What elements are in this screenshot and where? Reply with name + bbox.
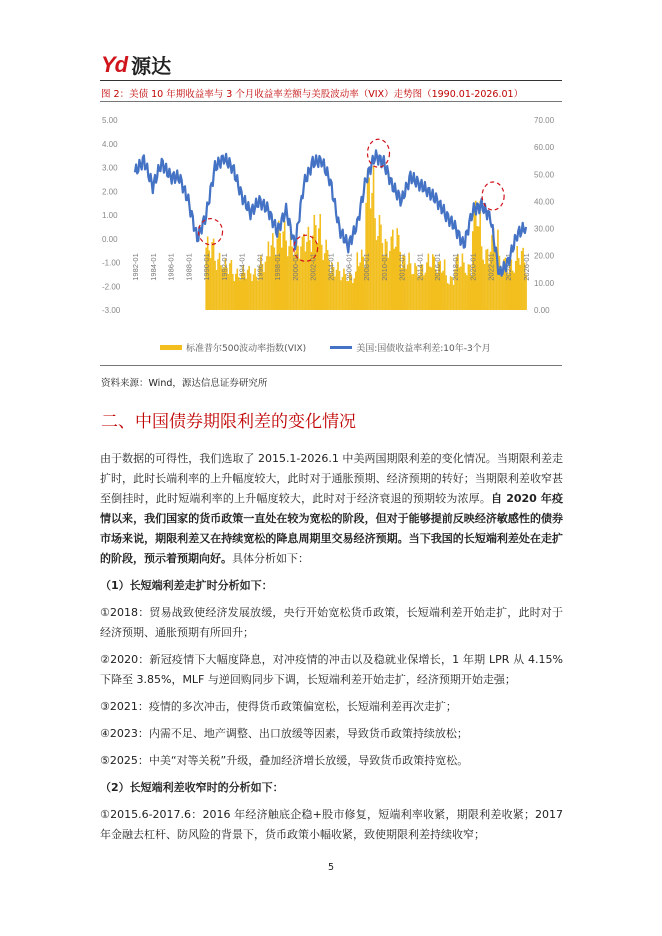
- intro-tail-text: 具体分析如下：: [232, 552, 309, 565]
- left-axis-tick-label: 5.00: [102, 116, 118, 125]
- vix-bar: [482, 260, 484, 310]
- section-title: 二、中国债券期限利差的变化情况: [101, 412, 356, 432]
- x-axis-tick-label: 2004-01: [326, 253, 336, 281]
- vix-bar: [288, 246, 290, 310]
- x-axis-tick-label: 2016-01: [433, 253, 443, 281]
- vix-bar: [460, 266, 462, 310]
- vix-bar: [234, 281, 236, 310]
- vix-bar: [447, 283, 449, 310]
- vix-bar: [478, 226, 480, 310]
- vix-bar: [429, 267, 431, 310]
- vix-bar: [214, 261, 216, 310]
- right-axis-tick-label: 70.00: [534, 116, 555, 125]
- list-item: ④2023：内需不足、地产调整、出口放缓等因素，导致货币政策持续放松；: [100, 727, 468, 740]
- vix-bar: [248, 266, 250, 310]
- x-axis-tick-label: 1992-01: [219, 253, 229, 281]
- x-axis-tick-label: 2022-01: [486, 253, 496, 281]
- vix-bar: [502, 271, 504, 310]
- vix-bar: [337, 262, 339, 310]
- vix-bar: [266, 256, 268, 310]
- vix-bar: [339, 271, 341, 310]
- vix-bar: [352, 283, 354, 310]
- right-axis-tick-label: 0.00: [534, 306, 550, 315]
- company-logo: [101, 50, 171, 79]
- paragraph-intro: [100, 449, 563, 569]
- vix-bar: [374, 218, 376, 310]
- vix-bar: [444, 259, 446, 310]
- right-axis-tick-label: 40.00: [534, 197, 555, 207]
- vix-bar: [395, 247, 397, 310]
- vix-bar: [322, 260, 324, 310]
- x-axis-tick-label: 2014-01: [415, 253, 425, 281]
- vix-bar: [410, 263, 412, 310]
- vix-bar: [519, 265, 521, 310]
- vix-bar: [306, 242, 308, 310]
- vix-bar: [340, 280, 342, 310]
- vix-bar: [282, 231, 284, 310]
- subheading-widening: （1）长短端利差走扩时分析如下：: [100, 579, 273, 592]
- vix-bar: [271, 245, 273, 310]
- x-axis-tick-label: 2002-01: [308, 253, 318, 281]
- vix-bar: [251, 281, 253, 310]
- vix-bar: [411, 274, 413, 310]
- body-text: [100, 449, 563, 845]
- legend-swatch-vix: [160, 345, 182, 350]
- vix-bar: [428, 254, 430, 310]
- left-axis-tick-label: -2.00: [102, 282, 121, 292]
- vix-bar: [213, 239, 215, 310]
- vix-bar: [431, 267, 433, 310]
- vix-bar: [465, 273, 467, 310]
- vix-bar: [442, 271, 444, 310]
- left-axis-tick-label: 3.00: [102, 163, 118, 173]
- x-axis-tick-label: 2024-01: [504, 253, 514, 281]
- intro-bold-text: 自 2020 年疫情以来，我们国家的货币政策一直处在较为宽松的阶段，但对于能够提前反映经济敏感性的债券市场来说，期限利差又在持续宽松的降息周期里交易经济预期。当下我国的长短端利差处在走扩的阶段，预示着预期向好。: [100, 492, 563, 565]
- vix-bar: [239, 280, 241, 310]
- left-axis-tick-label: 2.00: [102, 187, 118, 197]
- x-axis-tick-label: 2026-01: [522, 253, 531, 281]
- legend-label-spread: 美国:国债收益率利差:10年-3个月: [356, 344, 491, 354]
- vix-bar: [516, 246, 518, 310]
- figure-source: 资料来源：Wind，源达信息证券研究所: [101, 378, 268, 389]
- vix-bar: [451, 277, 453, 310]
- vix-bar: [346, 281, 348, 310]
- figure-title: 图 2：美债 10 年期收益率与 3 个月收益率差额与美股波动率（VIX）走势图（1990.01-2026.01）: [101, 89, 524, 100]
- vix-bar: [515, 261, 517, 310]
- x-axis-tick-label: 1984-01: [148, 253, 158, 281]
- x-axis-tick-label: 1990-01: [202, 253, 212, 281]
- x-axis-tick-label: 2000-01: [290, 253, 300, 281]
- vix-bar: [391, 237, 393, 310]
- vix-bar: [321, 245, 323, 310]
- vix-bar: [463, 262, 465, 310]
- chart-legend: [160, 341, 560, 354]
- vix-bar: [257, 280, 259, 310]
- vix-bar: [355, 272, 357, 310]
- x-axis-tick-label: 1986-01: [166, 253, 176, 281]
- vix-bar: [265, 262, 267, 310]
- vix-bar: [408, 253, 410, 310]
- vix-bar: [518, 258, 520, 310]
- vix-bar: [229, 263, 231, 310]
- vix-bar: [368, 178, 370, 310]
- intro-text: 由于数据的可得性，我们选取了 2015.1-2026.1 中美两国期限利差的变化情况。当期限利差走扩时，此时长端利率的上升幅度较大，此时对于通胀预期、经济预期的转好；当期限利差收窄甚至倒挂时，此时短端利率的上升幅度较大，此时对于经济衰退的预期较为浓厚。: [100, 452, 563, 505]
- logo-mark: Yd: [101, 51, 128, 77]
- left-axis-tick-label: -1.00: [102, 258, 121, 268]
- x-axis-tick-label: 1994-01: [237, 253, 247, 281]
- logo-text: 源达: [131, 54, 172, 78]
- list-item: ①2018：贸易战致使经济发展放缓，央行开始宽松货币政策，长短端利差开始走扩，此时对于经济预期、通胀预期有所回升；: [100, 606, 563, 639]
- x-axis-tick-label: 1982-01: [131, 253, 140, 281]
- vix-bar: [407, 265, 409, 310]
- vix-bar: [318, 228, 320, 310]
- legend-swatch-spread: [330, 346, 352, 349]
- vix-bar: [231, 260, 233, 310]
- vix-bar: [285, 241, 287, 310]
- vix-bar: [348, 281, 350, 310]
- vix-bar: [376, 240, 378, 310]
- vix-bar: [303, 234, 305, 310]
- x-axis-tick-label: 2006-01: [344, 253, 354, 281]
- vix-bar: [245, 279, 247, 310]
- vix-bar: [392, 230, 394, 310]
- right-axis-tick-label: 50.00: [534, 170, 555, 180]
- vix-bar: [426, 262, 428, 310]
- vix-bar: [466, 275, 468, 310]
- subheading-narrowing: （2）长短端利差收窄时的分析如下：: [100, 781, 284, 794]
- vix-bar: [216, 270, 218, 310]
- legend-item-vix: [160, 341, 306, 354]
- vix-bar: [305, 251, 307, 310]
- x-axis-tick-label: 1988-01: [184, 253, 194, 281]
- figure-title-divider: [100, 101, 562, 102]
- list-item: ②2020：新冠疫情下大幅度降息，对冲疫情的冲击以及稳就业保增长，1 年期 LPR 从 4.15%下降至 3.85%，MLF 与逆回购同步下调，长短端利差开始走扩，经济预期开始走强；: [100, 653, 563, 686]
- vix-bar: [389, 251, 391, 310]
- right-axis-tick-label: 60.00: [534, 143, 555, 153]
- x-axis-tick-label: 2020-01: [468, 253, 478, 281]
- vix-bar: [253, 274, 255, 310]
- vix-bar: [336, 270, 338, 310]
- right-axis-tick-label: 20.00: [534, 251, 555, 261]
- vix-bar: [268, 241, 270, 310]
- chart-svg: [100, 104, 562, 340]
- x-axis-tick-label: 1998-01: [273, 253, 283, 281]
- header-divider: [100, 80, 562, 81]
- vix-bar: [211, 242, 213, 310]
- vix-bar: [232, 274, 234, 310]
- vix-bar: [377, 236, 379, 310]
- vix-bar: [284, 221, 286, 310]
- vix-bar: [448, 284, 450, 310]
- spread-vix-chart: [100, 104, 562, 340]
- x-axis-tick-label: 2010-01: [379, 253, 389, 281]
- left-axis-tick-label: 4.00: [102, 139, 118, 149]
- vix-bar: [217, 259, 219, 310]
- left-axis-tick-label: 1.00: [102, 211, 118, 220]
- vix-bar: [324, 253, 326, 310]
- vix-bar: [367, 170, 369, 310]
- highlight-circle: [482, 182, 504, 210]
- vix-bar: [353, 278, 355, 310]
- right-axis-tick-label: 10.00: [534, 278, 555, 288]
- x-axis-tick-label: 1996-01: [255, 253, 265, 281]
- x-axis-tick-label: 2008-01: [362, 253, 372, 281]
- vix-bar: [300, 246, 302, 310]
- vix-bar: [481, 246, 483, 310]
- vix-bar: [513, 273, 515, 310]
- vix-bar: [462, 254, 464, 310]
- left-axis-tick-label: 0.00: [102, 234, 118, 244]
- page-number: 5: [327, 862, 335, 873]
- vix-bar: [484, 264, 486, 310]
- source-divider: [100, 365, 562, 366]
- x-axis-tick-label: 2012-01: [397, 253, 407, 281]
- vix-bar: [425, 273, 427, 310]
- legend-label-vix: 标准普尔500波动率指数(VIX): [186, 344, 307, 354]
- vix-bar: [356, 252, 358, 310]
- vix-bar: [302, 237, 304, 310]
- vix-bar: [319, 214, 321, 310]
- vix-bar: [371, 193, 373, 310]
- vix-bar: [453, 285, 455, 310]
- x-axis-tick-label: 2018-01: [450, 253, 460, 281]
- vix-bar: [250, 273, 252, 310]
- vix-bar: [342, 277, 344, 310]
- vix-bar: [479, 201, 481, 310]
- vix-bar: [393, 249, 395, 310]
- left-axis-tick-label: -3.00: [102, 306, 121, 315]
- vix-bar: [269, 256, 271, 310]
- list-item: ①2015.6-2017.6：2016 年经济触底企稳+股市修复，短端利率收紧，期限利差收紧；2017 年金融去杠杆、防风险的背景下，货币政策小幅收紧，致使期限利差持续收窄；: [100, 808, 563, 841]
- vix-bar: [445, 275, 447, 310]
- vix-bar: [287, 256, 289, 310]
- list-item: ⑤2025：中美“对等关税”升级，叠加经济增长放缓，导致货币政策持宽松。: [100, 754, 469, 767]
- vix-bar: [499, 256, 501, 310]
- vix-bar: [358, 266, 360, 310]
- vix-bar: [235, 274, 237, 310]
- vix-bar: [413, 274, 415, 310]
- vix-bar: [238, 277, 240, 310]
- vix-bar: [247, 270, 249, 310]
- vix-bar: [359, 262, 361, 310]
- vix-bar: [373, 166, 375, 310]
- right-axis-tick-label: 30.00: [534, 224, 555, 234]
- list-item: ③2021：疫情的多次冲击，使得货币政策偏宽松，长短端利差再次走扩；: [100, 700, 457, 713]
- legend-item-spread: [330, 341, 491, 354]
